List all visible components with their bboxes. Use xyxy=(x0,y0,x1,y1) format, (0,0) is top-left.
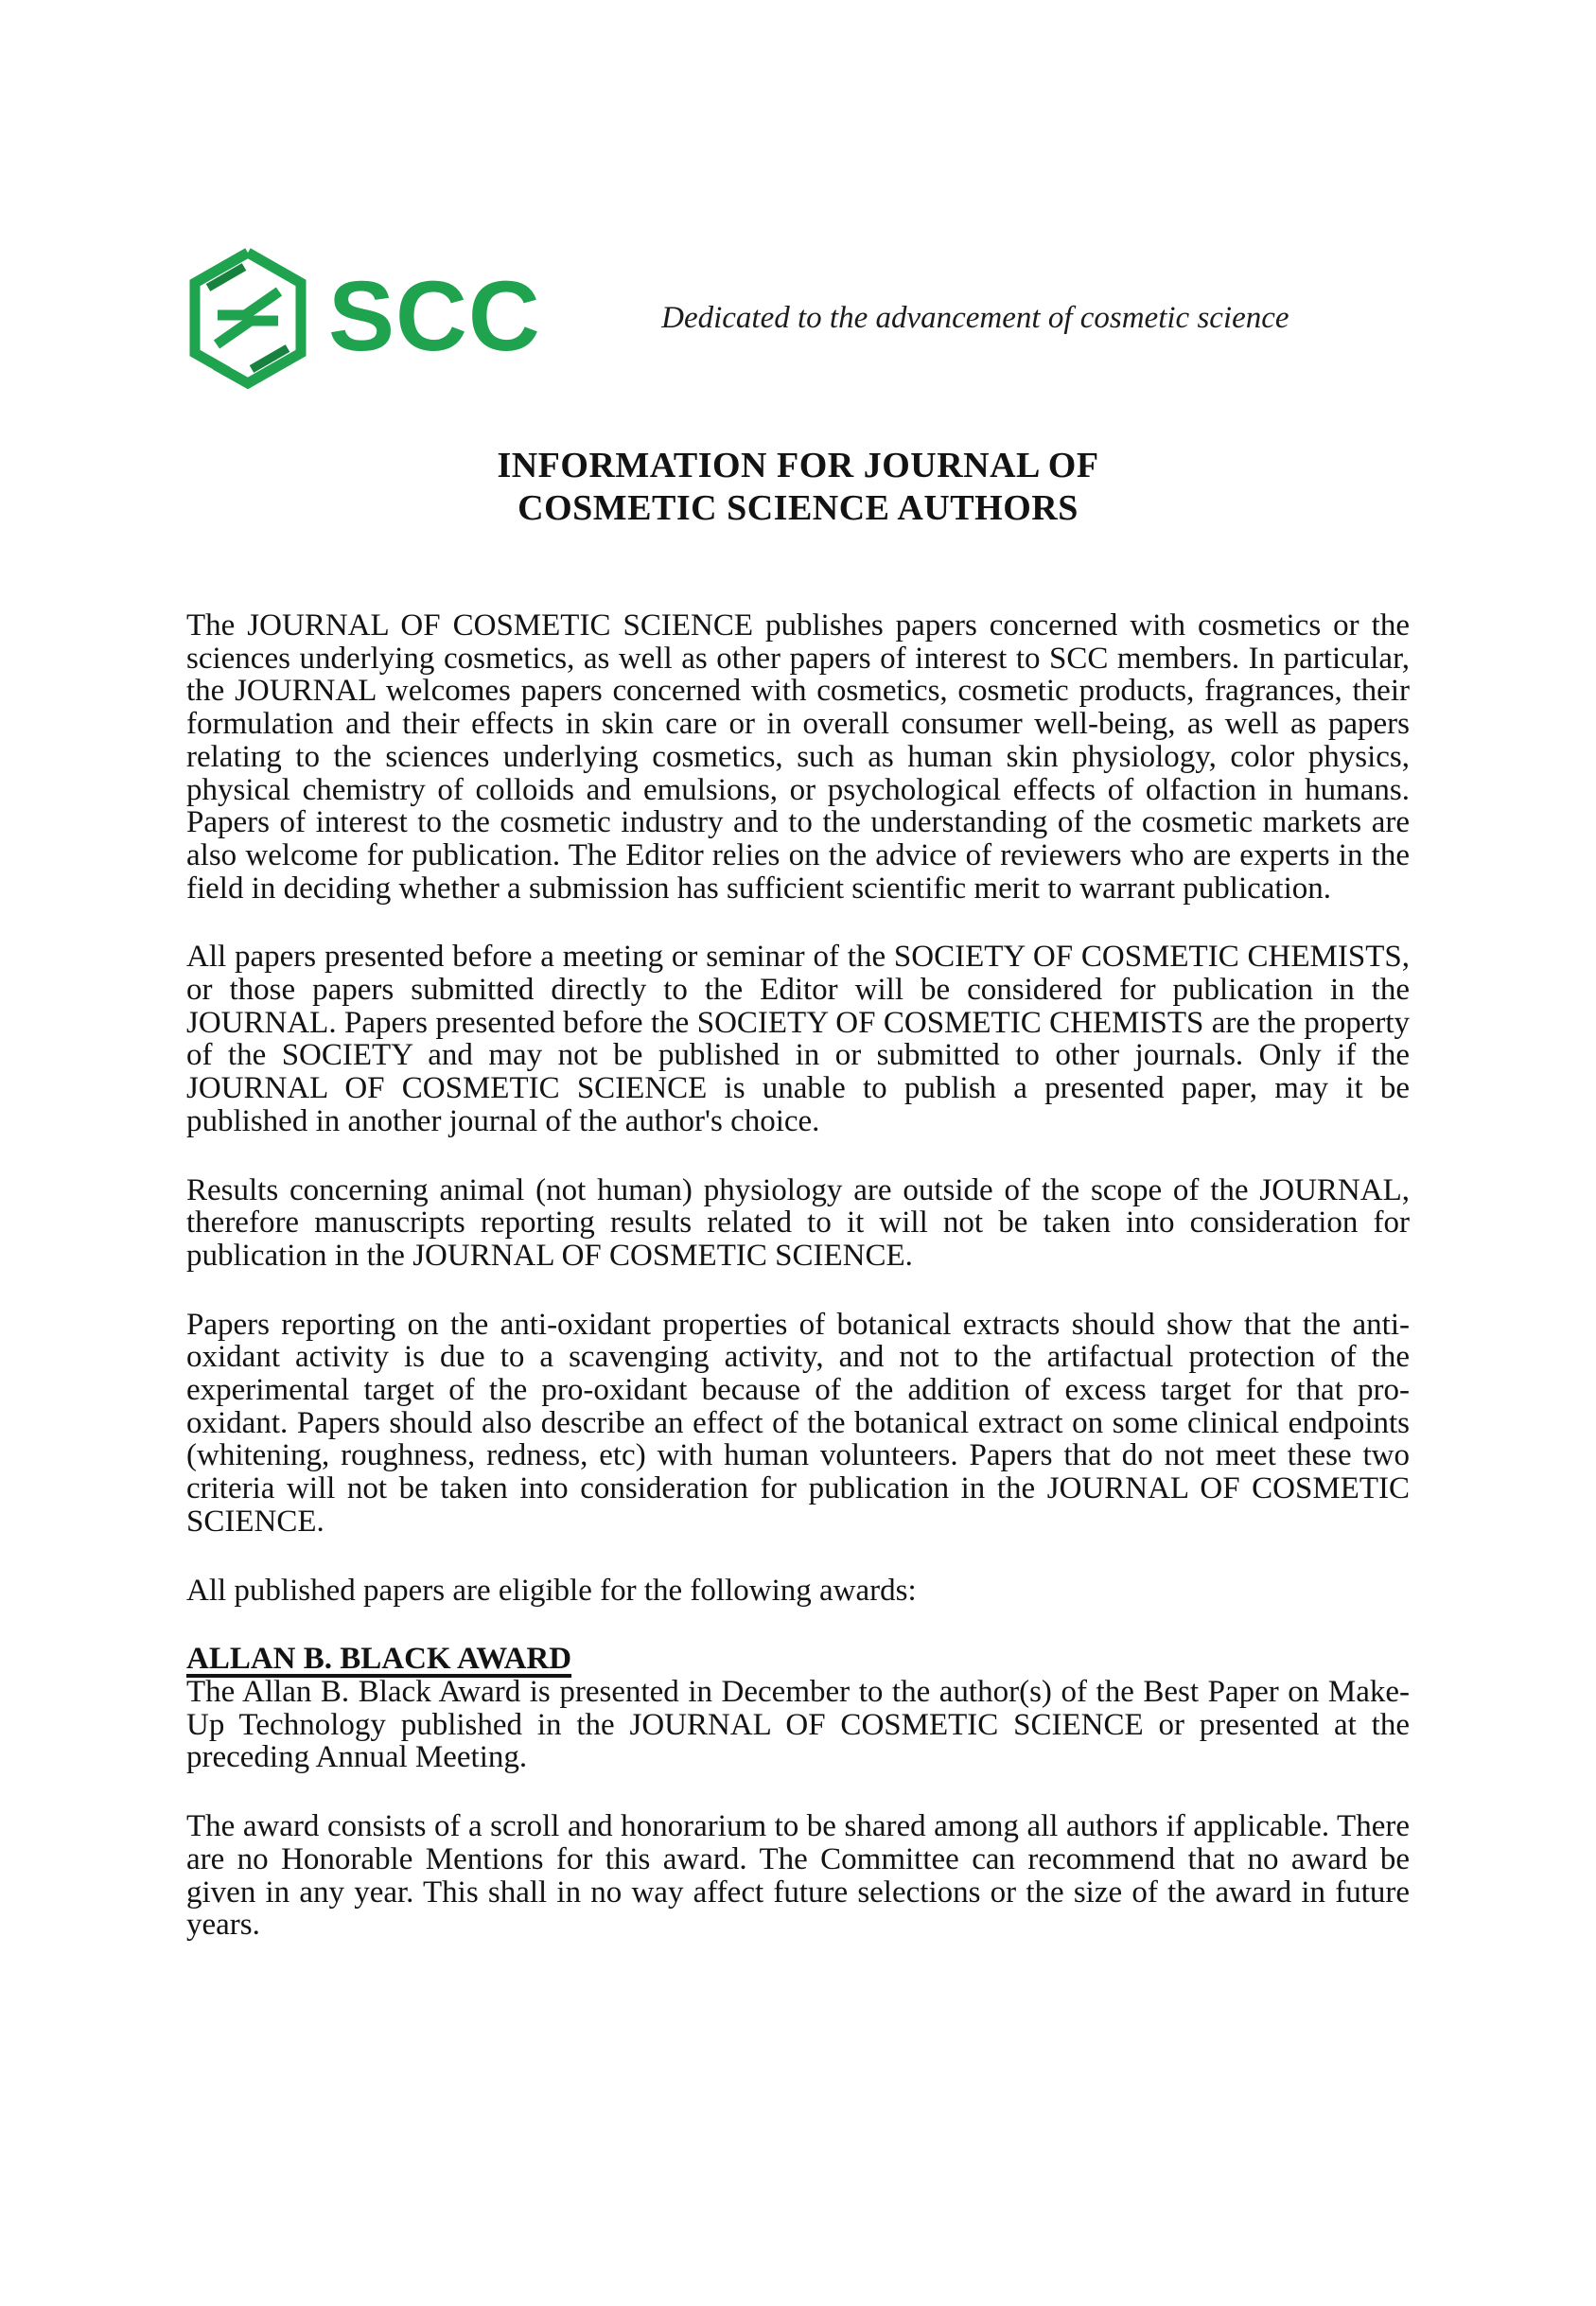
paragraph-awards-intro: All published papers are eligible for the following awards: xyxy=(186,1573,917,1608)
paragraph-antioxidant-criteria: Papers reporting on the anti-oxidant properties of botanical extracts should show that the anti-oxidant activity is due to a scavenging activity, and not to the artifactual protection of the experimental target of the pro-oxidant because of the addition of excess target for that pro-oxidant. Papers should also describe an effect of the botanical extract on some clinical endpoints (whitening, roughness, redness, etc) with human volunteers. Papers that do not meet these two criteria will not be taken into consideration for publication in the JOURNAL OF COSMETIC SCIENCE. xyxy=(186,1307,1410,1539)
scc-logo-text: SCC xyxy=(328,260,541,372)
title-line-1: INFORMATION FOR JOURNAL OF xyxy=(497,446,1099,485)
document-header xyxy=(186,246,1410,390)
title-line-2: COSMETIC SCIENCE AUTHORS xyxy=(517,488,1079,528)
allan-b-black-award-section xyxy=(186,1643,1410,1942)
document-content xyxy=(0,246,1596,1942)
paragraph-society-papers: All papers presented before a meeting or seminar of the SOCIETY OF COSMETIC CHEMISTS, or those papers submitted directly to the Editor will be considered for publication in the JOURNAL. Papers presented before the SOCIETY OF COSMETIC CHEMISTS are the property of the SOCIETY and may not be published in or submitted to other journals. Only if the JOURNAL OF COSMETIC SCIENCE is unable to publish a presented paper, may it be published in another journal of the author's choice. xyxy=(186,940,1410,1138)
paragraph-journal-scope: The JOURNAL OF COSMETIC SCIENCE publishes papers concerned with cosmetics or the sciences underlying cosmetics, as well as other papers of interest to SCC members. In particular, the JOURNAL welcomes papers concerned with cosmetics, cosmetic products, fragrances, their formulation and their effects in skin care or in overall consumer well-being, as well as papers relating to the sciences underlying cosmetics, such as human skin physiology, color physics, physical chemistry of colloids and emulsions, or psychological effects of olfaction in humans. Papers of interest to the cosmetic industry and to the understanding of the cosmetic markets are also welcome for publication. The Editor relies on the advice of reviewers who are experts in the field in deciding whether a submission has sufficient scientific merit to warrant publication. xyxy=(186,608,1410,906)
scc-hexagon-logo-icon xyxy=(186,247,309,389)
document-title xyxy=(186,445,1410,530)
scc-logo xyxy=(186,247,541,389)
paragraph-animal-physiology: Results concerning animal (not human) physiology are outside of the scope of the JOURNAL, therefore manuscripts reporting results related to it will not be taken into consideration for publication in the JOURNAL OF COSMETIC SCIENCE. xyxy=(186,1172,1410,1273)
award-heading: ALLAN B. BLACK AWARD xyxy=(186,1642,572,1677)
award-details: The award consists of a scroll and honorarium to be shared among all authors if applicable. There are no Honorable Mentions for this award. The Committee can recommend that no award be given in any year. This shall in no way affect future selections or the size of the award in future years. xyxy=(186,1809,1410,1943)
tagline: Dedicated to the advancement of cosmetic science xyxy=(661,300,1289,335)
award-description: The Allan B. Black Award is presented in December to the author(s) of the Best Paper on Make-Up Technology published in the JOURNAL OF COSMETIC SCIENCE or presented at the preceding Annual Meeting. xyxy=(186,1674,1410,1775)
